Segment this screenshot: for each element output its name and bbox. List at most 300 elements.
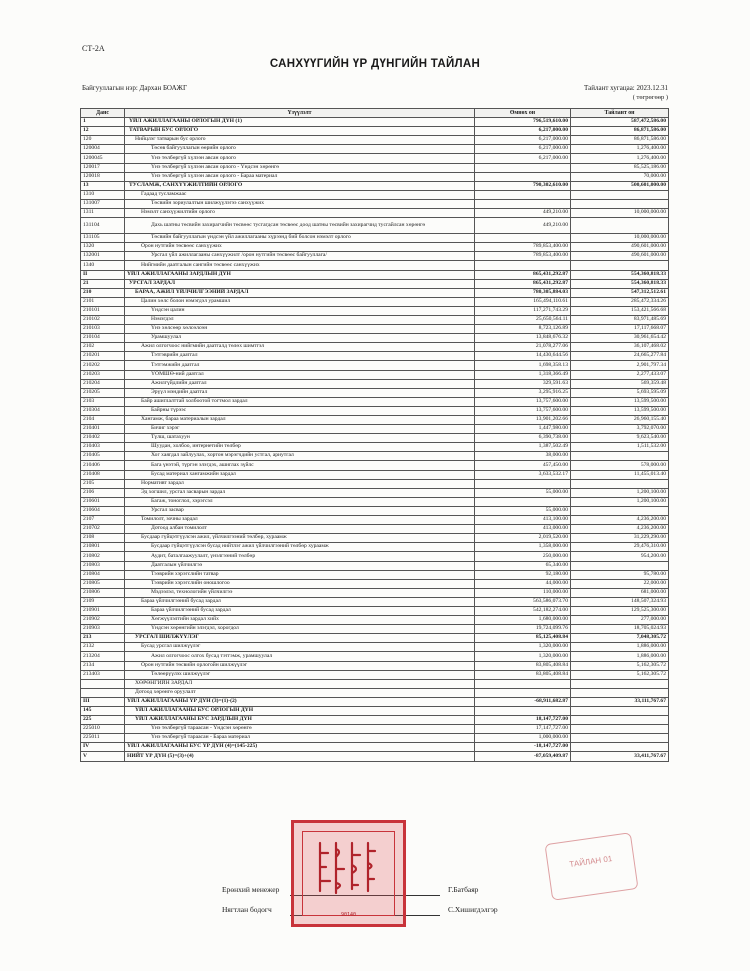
prior-year-cell: 38,000.00 — [475, 452, 571, 461]
table-row — [81, 163, 669, 172]
indicator-cell: Төлөөрүүлэх шилжүүлэг — [125, 670, 475, 679]
table-row — [81, 190, 669, 199]
current-year-cell: 148,507,324.93 — [571, 597, 669, 606]
prior-year-cell — [475, 172, 571, 181]
account-code-cell: 210203 — [81, 370, 125, 379]
account-code-cell: 210408 — [81, 470, 125, 479]
prior-year-cell: 44,000.00 — [475, 579, 571, 588]
account-code-cell: 225010 — [81, 725, 125, 734]
prior-year-cell: 165,494,110.61 — [475, 297, 571, 306]
current-year-cell: 554,360,818.33 — [571, 279, 669, 288]
indicator-cell: ҮЙЛ АЖИЛЛАГААНЫ БУС ЗАРДЛЫН ДҮН — [125, 716, 475, 725]
prior-year-cell: 449,210.00 — [475, 209, 571, 218]
prior-year-cell: 1,000,000.00 — [475, 734, 571, 743]
table-row — [81, 734, 669, 743]
indicator-cell: Үнэ төлбөргүй хүлээн авсан орлого — [125, 154, 475, 163]
current-year-cell: 681,000.00 — [571, 588, 669, 597]
current-year-cell — [571, 561, 669, 570]
account-code-cell: 210403 — [81, 443, 125, 452]
account-code-cell: 2102 — [81, 343, 125, 352]
indicator-cell: Багаж, тоноглол, хэрэгсэл — [125, 497, 475, 506]
table-row — [81, 688, 669, 697]
current-year-cell — [571, 734, 669, 743]
account-code-cell: 2132 — [81, 643, 125, 652]
accountant-name: С.Хишигдэлгэр — [448, 905, 498, 914]
indicator-cell: Ажил олгогчоос нийгмийн даатгалд төлөх шимтгэл — [125, 343, 475, 352]
prior-year-cell: 413,000.00 — [475, 525, 571, 534]
account-code-cell: 210902 — [81, 616, 125, 625]
prior-year-cell: -87,059,409.87 — [475, 752, 571, 761]
account-code-cell: 1320 — [81, 243, 125, 252]
current-year-cell: 30,961,654.42 — [571, 334, 669, 343]
current-year-cell: 4,236,200.00 — [571, 516, 669, 525]
indicator-cell: ҮЙЛ АЖИЛЛАГААНЫ ЗАРДЛЫН ДҮН — [125, 270, 475, 279]
indicator-cell: Дотоод хөрөнгө оруулалт — [125, 688, 475, 697]
prior-year-cell: 13,757,600.00 — [475, 406, 571, 415]
prior-year-cell: 413,100.00 — [475, 516, 571, 525]
table-row — [81, 561, 669, 570]
indicator-cell: УРСГАЛ ЗАРДАЛ — [125, 279, 475, 288]
prior-year-cell: 110,000.00 — [475, 588, 571, 597]
indicator-cell: Ажил олгогчоос олгох бусад тэтгэмж, урамшуулал — [125, 652, 475, 661]
prior-year-cell — [475, 234, 571, 243]
indicator-cell: Ажилгүйдлийн даатгал — [125, 379, 475, 388]
form-code: СТ-2А — [82, 44, 105, 53]
prior-year-cell: 6,217,000.00 — [475, 145, 571, 154]
current-year-cell: 18,705,024.93 — [571, 625, 669, 634]
received-seal — [544, 832, 638, 901]
table-row — [81, 145, 669, 154]
table-row — [81, 679, 669, 688]
prior-year-cell: 790,302,610.00 — [475, 181, 571, 190]
indicator-cell: Хөгжүүлэлтийн зардал хийх — [125, 616, 475, 625]
indicator-cell: Тээврийн хэрэгслийн оношлогоо — [125, 579, 475, 588]
prior-year-cell — [475, 199, 571, 208]
table-row — [81, 388, 669, 397]
prior-year-cell — [475, 497, 571, 506]
stamp-script-icon — [312, 839, 382, 899]
prior-year-cell: 6,217,000.00 — [475, 136, 571, 145]
table-row — [81, 525, 669, 534]
indicator-cell: Бусдаар гүйцэтгүүлсэн ажил, үйлчилгээний төлбөр, хураамж — [125, 534, 475, 543]
table-row — [81, 315, 669, 324]
table-row — [81, 172, 669, 181]
current-year-cell: 17,117,668.07 — [571, 325, 669, 334]
table-row — [81, 752, 669, 761]
prior-year-cell: 796,519,610.00 — [475, 118, 571, 127]
current-year-cell — [571, 190, 669, 199]
table-row — [81, 416, 669, 425]
accountant-title: Нягтлан бодогч — [222, 905, 272, 914]
director-name: Г.Батбаяр — [448, 885, 479, 894]
current-year-cell: 547,312,512.61 — [571, 288, 669, 297]
table-row — [81, 154, 669, 163]
currency-unit-note: ( төгрөгөөр ) — [632, 94, 668, 101]
indicator-cell: Аудит, баталгаажуулалт, үнэлгээний төлбөр — [125, 552, 475, 561]
account-code-cell: 210101 — [81, 306, 125, 315]
account-code-cell: 210204 — [81, 379, 125, 388]
indicator-cell: Бусад материал хангамжийн зардал — [125, 470, 475, 479]
table-row — [81, 470, 669, 479]
prior-year-cell: 1,447,980.00 — [475, 425, 571, 434]
indicator-cell: Орон нутгийн төсвийн орлогойн шилжүүлэг — [125, 661, 475, 670]
indicator-cell: Гадаад тусламжаас — [125, 190, 475, 199]
indicator-cell: Үнэ төлбөргүй хүлээн авсан орлого - Үндсэн хөрөнгө — [125, 163, 475, 172]
indicator-cell: Үндсэн цалин — [125, 306, 475, 315]
prior-year-cell: 789,853,400.00 — [475, 243, 571, 252]
current-year-cell: 24,665,277.84 — [571, 352, 669, 361]
current-year-cell: 1,276,400.00 — [571, 145, 669, 154]
current-year-cell: 70,000.00 — [571, 172, 669, 181]
table-row — [81, 261, 669, 270]
account-code-cell: 210402 — [81, 434, 125, 443]
table-row — [81, 288, 669, 297]
table-row — [81, 534, 669, 543]
current-year-cell: 11,455,013.40 — [571, 470, 669, 479]
table-row — [81, 434, 669, 443]
table-row — [81, 716, 669, 725]
indicator-cell: Даатгалын үйлчилгээ — [125, 561, 475, 570]
account-code-cell: 120017 — [81, 163, 125, 172]
table-row — [81, 199, 669, 208]
account-code-cell: 210304 — [81, 406, 125, 415]
prior-year-cell — [475, 679, 571, 688]
account-code-cell: V — [81, 752, 125, 761]
table-row — [81, 488, 669, 497]
header-account: Данс — [81, 109, 125, 118]
prior-year-cell: 6,390,738.00 — [475, 434, 571, 443]
account-code-cell: 2101 — [81, 297, 125, 306]
prior-year-cell — [475, 688, 571, 697]
account-code-cell: II — [81, 270, 125, 279]
indicator-cell: ХӨРӨНГИЙН ЗАРДАЛ — [125, 679, 475, 688]
prior-year-cell: 1,320,000.00 — [475, 652, 571, 661]
current-year-cell — [571, 218, 669, 234]
current-year-cell: 1,511,532.00 — [571, 443, 669, 452]
indicator-cell: Нэмэгдэл — [125, 315, 475, 324]
current-year-cell — [571, 261, 669, 270]
table-row — [81, 697, 669, 706]
account-code-cell: 145 — [81, 707, 125, 716]
stamp-register-number: 90140 — [340, 912, 357, 918]
current-year-cell: 1,200,100.00 — [571, 497, 669, 506]
current-year-cell: 1,200,100.00 — [571, 488, 669, 497]
prior-year-cell — [475, 707, 571, 716]
table-header-row — [81, 109, 669, 118]
table-row — [81, 616, 669, 625]
account-code-cell: 210901 — [81, 606, 125, 615]
account-code-cell: 225 — [81, 716, 125, 725]
table-row — [81, 552, 669, 561]
account-code-cell: 210802 — [81, 552, 125, 561]
account-code-cell: 2106 — [81, 488, 125, 497]
report-title: САНХҮҮГИЙН ҮР ДҮНГИЙН ТАЙЛАН — [269, 58, 481, 70]
account-code-cell: IV — [81, 743, 125, 752]
report-date: Тайлант хугацаа: 2023.12.31 — [584, 84, 668, 92]
account-code-cell: 131007 — [81, 199, 125, 208]
indicator-cell: Орон нутгийн төсвөөс санхүүжих — [125, 243, 475, 252]
current-year-cell: 554,360,818.33 — [571, 270, 669, 279]
account-code-cell: 2108 — [81, 534, 125, 543]
current-year-cell: 31,229,290.00 — [571, 534, 669, 543]
current-year-cell: 7,048,305.72 — [571, 634, 669, 643]
prior-year-cell — [475, 479, 571, 488]
prior-year-cell: 789,853,400.00 — [475, 252, 571, 261]
account-code-cell: 2103 — [81, 397, 125, 406]
table-row — [81, 243, 669, 252]
indicator-cell: Хог хаягдал зайлуулах, хортон мэрэгчдийн устгал, ариутгал — [125, 452, 475, 461]
account-code-cell: 2109 — [81, 597, 125, 606]
prior-year-cell: 865,431,292.87 — [475, 279, 571, 288]
indicator-cell: ТУСЛАМЖ, САНХҮҮЖИЛТИЙН ОРЛОГО — [125, 181, 475, 190]
current-year-cell: 26,960,155.40 — [571, 416, 669, 425]
current-year-cell: 129,525,300.00 — [571, 606, 669, 615]
official-stamp — [291, 820, 406, 927]
indicator-cell: ҮЙЛ АЖИЛЛАГААНЫ ОРЛОГЫН ДҮН (1) — [125, 118, 475, 127]
current-year-cell — [571, 707, 669, 716]
indicator-cell: Нийгмийн даатгалын сангийн төсвөөс санхүүжих — [125, 261, 475, 270]
table-row — [81, 570, 669, 579]
table-body — [81, 118, 669, 761]
prior-year-cell: 1,680,000.00 — [475, 616, 571, 625]
table-row — [81, 218, 669, 234]
indicator-cell: НИЙТ ҮР ДҮН (5)=(3)+(4) — [125, 752, 475, 761]
prior-year-cell: 85,125,408.84 — [475, 634, 571, 643]
current-year-cell: 2,901,797.34 — [571, 361, 669, 370]
current-year-cell: 569,359.48 — [571, 379, 669, 388]
table-row — [81, 127, 669, 136]
current-year-cell: 29,476,310.00 — [571, 543, 669, 552]
indicator-cell: Тээврийн хэрэгслийн татвар — [125, 570, 475, 579]
indicator-cell: Түлш, шатахуун — [125, 434, 475, 443]
table-row — [81, 325, 669, 334]
indicator-cell: Бага үнэтэй, түргэн элэгдэх, ашиглах зүйлс — [125, 461, 475, 470]
indicator-cell: ТАТВАРЫН БУС ОРЛОГО — [125, 127, 475, 136]
prior-year-cell: 83,805,408.84 — [475, 670, 571, 679]
table-row — [81, 279, 669, 288]
current-year-cell — [571, 725, 669, 734]
account-code-cell: 210202 — [81, 361, 125, 370]
account-code-cell: 210406 — [81, 461, 125, 470]
account-code-cell: 1311 — [81, 209, 125, 218]
current-year-cell: 95,780.00 — [571, 570, 669, 579]
table-row — [81, 625, 669, 634]
current-year-cell: 33,411,767.67 — [571, 752, 669, 761]
table-row — [81, 370, 669, 379]
organization-line: Байгууллагын нэр: Дархан БОАЖГ — [82, 84, 187, 92]
indicator-cell: Бараа үйлчилгээний бусад зардал — [125, 606, 475, 615]
table-row — [81, 234, 669, 243]
account-code-cell: 210702 — [81, 525, 125, 534]
account-code-cell: 210804 — [81, 570, 125, 579]
indicator-cell: Төсвийн байгууллагын үндсэн үйл ажиллагааны хүрээнд бий болсон нэмэлт орлого — [125, 234, 475, 243]
indicator-cell: Тэтгэмжийн даатгал — [125, 361, 475, 370]
current-year-cell: 954,200.00 — [571, 552, 669, 561]
table-row — [81, 361, 669, 370]
account-code-cell: 210102 — [81, 315, 125, 324]
table-row — [81, 297, 669, 306]
prior-year-cell: 6,217,000.00 — [475, 154, 571, 163]
table-row — [81, 652, 669, 661]
current-year-cell: 10,000,000.00 — [571, 209, 669, 218]
current-year-cell — [571, 452, 669, 461]
indicator-cell: БАРАА, АЖИЛ ҮЙЛЧИЛГЭЭНИЙ ЗАРДАЛ — [125, 288, 475, 297]
prior-year-cell: 25,650,564.11 — [475, 315, 571, 324]
table-row — [81, 588, 669, 597]
prior-year-cell: 2,019,520.00 — [475, 534, 571, 543]
account-code-cell — [81, 679, 125, 688]
account-code-cell: 131105 — [81, 234, 125, 243]
table-row — [81, 707, 669, 716]
director-title: Ерөнхий менежер — [222, 885, 280, 894]
indicator-cell: Үндсэн хөрөнгийн элэгдэл, хорогдол — [125, 625, 475, 634]
account-code-cell: III — [81, 697, 125, 706]
table-row — [81, 270, 669, 279]
indicator-cell: Нийцлэг татварын бус орлого — [125, 136, 475, 145]
prior-year-cell: 92,180.00 — [475, 570, 571, 579]
indicator-cell: Үнэ төлбөргүй тараасан - Бараа материал — [125, 734, 475, 743]
table-row — [81, 406, 669, 415]
prior-year-cell — [475, 190, 571, 199]
current-year-cell — [571, 743, 669, 752]
current-year-cell: 85,525,186.00 — [571, 163, 669, 172]
account-code-cell: 21 — [81, 279, 125, 288]
table-row — [81, 643, 669, 652]
account-code-cell: 210801 — [81, 543, 125, 552]
prior-year-cell: 8,723,126.89 — [475, 325, 571, 334]
current-year-cell: 13,599,500.00 — [571, 397, 669, 406]
indicator-cell: Бичиг хэрэг — [125, 425, 475, 434]
account-code-cell: 210601 — [81, 497, 125, 506]
account-code-cell: 1310 — [81, 190, 125, 199]
indicator-cell: Урсгал үйл ажиллагааны санхүүжилт /орон нутгийн төсвөөс байгууллага/ — [125, 252, 475, 261]
current-year-cell: 36,107,468.02 — [571, 343, 669, 352]
prior-year-cell: 542,182,274.00 — [475, 606, 571, 615]
indicator-cell: Томилолт, зочны зардал — [125, 516, 475, 525]
prior-year-cell: 14,430,644.56 — [475, 352, 571, 361]
prior-year-cell: 83,805,408.84 — [475, 661, 571, 670]
account-code-cell: 1 — [81, 118, 125, 127]
table-row — [81, 425, 669, 434]
current-year-cell: 578,000.00 — [571, 461, 669, 470]
header-indicator: Үзүүлэлт — [125, 109, 475, 118]
current-year-cell: 9,623,540.00 — [571, 434, 669, 443]
table-row — [81, 443, 669, 452]
prior-year-cell: 1,358,000.00 — [475, 543, 571, 552]
indicator-cell: Дотоод албан томилолт — [125, 525, 475, 534]
current-year-cell: 490,601,000.00 — [571, 243, 669, 252]
prior-year-cell: 13,757,600.00 — [475, 397, 571, 406]
current-year-cell: 13,599,500.00 — [571, 406, 669, 415]
indicator-cell: Дахь шатны төсвийн захирагчийн төсвөөс тусгагдсан төсвөөс доод шатны төсвийн захирагчид тусгайлсан хөрөнгө — [125, 218, 475, 234]
account-code-cell: 131104 — [81, 218, 125, 234]
table-row — [81, 452, 669, 461]
account-code-cell — [81, 688, 125, 697]
prior-year-cell: 1,698,358.13 — [475, 361, 571, 370]
indicator-cell: Цалин хөлс болон нэмэгдэл урамшил — [125, 297, 475, 306]
indicator-cell: Бусад урсгал шилжүүлэг — [125, 643, 475, 652]
indicator-cell: Бусдаар гүйцэтгүүлсэн бусад нийтлэг ажил үйлчилгээний төлбөр хураамж — [125, 543, 475, 552]
table-row — [81, 397, 669, 406]
table-row — [81, 379, 669, 388]
account-code-cell: 1340 — [81, 261, 125, 270]
indicator-cell: УРСГАЛ ШИЛЖҮҮЛЭГ — [125, 634, 475, 643]
account-code-cell: 210806 — [81, 588, 125, 597]
account-code-cell: 2105 — [81, 479, 125, 488]
table-row — [81, 181, 669, 190]
account-code-cell: 225011 — [81, 734, 125, 743]
table-row — [81, 606, 669, 615]
prior-year-cell: 117,271,743.29 — [475, 306, 571, 315]
current-year-cell: 33,111,767.67 — [571, 697, 669, 706]
prior-year-cell: 780,305,884.03 — [475, 288, 571, 297]
prior-year-cell: 563,586,073.70 — [475, 597, 571, 606]
account-code-cell: 210405 — [81, 452, 125, 461]
indicator-cell: ҮЙЛ АЖИЛЛАГААНЫ ҮР ДҮН (3)=(1)-(2) — [125, 697, 475, 706]
prior-year-cell: 6,217,000.00 — [475, 127, 571, 136]
indicator-cell: Бараа үйлчилгээний бусад зардал — [125, 597, 475, 606]
current-year-cell — [571, 688, 669, 697]
current-year-cell — [571, 479, 669, 488]
prior-year-cell: 1,387,502.49 — [475, 443, 571, 452]
current-year-cell: 5,162,305.72 — [571, 661, 669, 670]
indicator-cell: Тэтгэврийн даатгал — [125, 352, 475, 361]
current-year-cell: 22,000.00 — [571, 579, 669, 588]
table-row — [81, 479, 669, 488]
table-row — [81, 516, 669, 525]
current-year-cell — [571, 716, 669, 725]
prior-year-cell — [475, 163, 571, 172]
prior-year-cell: 1,318,366.49 — [475, 370, 571, 379]
prior-year-cell: 19,724,099.76 — [475, 625, 571, 634]
account-code-cell: 210903 — [81, 625, 125, 634]
indicator-cell: Байрны түрээс — [125, 406, 475, 415]
account-code-cell: 213204 — [81, 652, 125, 661]
table-row — [81, 506, 669, 515]
table-row — [81, 661, 669, 670]
indicator-cell: ҮОМШӨ-ний даатгал — [125, 370, 475, 379]
table-row — [81, 597, 669, 606]
current-year-cell — [571, 506, 669, 515]
table-row — [81, 252, 669, 261]
prior-year-cell: 865,431,292.87 — [475, 270, 571, 279]
prior-year-cell: -68,911,682.87 — [475, 697, 571, 706]
current-year-cell: 2,277,433.07 — [571, 370, 669, 379]
table-row — [81, 497, 669, 506]
account-code-cell: 210104 — [81, 334, 125, 343]
indicator-cell: Урамшуулал — [125, 334, 475, 343]
account-code-cell: 1200045 — [81, 154, 125, 163]
indicator-cell: Нэмэлт санхүүжилтийн орлого — [125, 209, 475, 218]
current-year-cell: 277,000.00 — [571, 616, 669, 625]
table-row — [81, 334, 669, 343]
account-code-cell: 210803 — [81, 561, 125, 570]
account-code-cell: 120004 — [81, 145, 125, 154]
prior-year-cell: 329,591.63 — [475, 379, 571, 388]
prior-year-cell: 18,147,727.00 — [475, 716, 571, 725]
account-code-cell: 12 — [81, 127, 125, 136]
table-row — [81, 352, 669, 361]
account-code-cell: 213 — [81, 634, 125, 643]
current-year-cell: 83,971,485.69 — [571, 315, 669, 324]
table-row — [81, 209, 669, 218]
table-row — [81, 543, 669, 552]
account-code-cell: 2134 — [81, 661, 125, 670]
indicator-cell: Мэдээлэл, технологийн үйлчилгээ — [125, 588, 475, 597]
prior-year-cell: 1,320,000.00 — [475, 643, 571, 652]
indicator-cell: Нормативт зардал — [125, 479, 475, 488]
account-code-cell: 2107 — [81, 516, 125, 525]
